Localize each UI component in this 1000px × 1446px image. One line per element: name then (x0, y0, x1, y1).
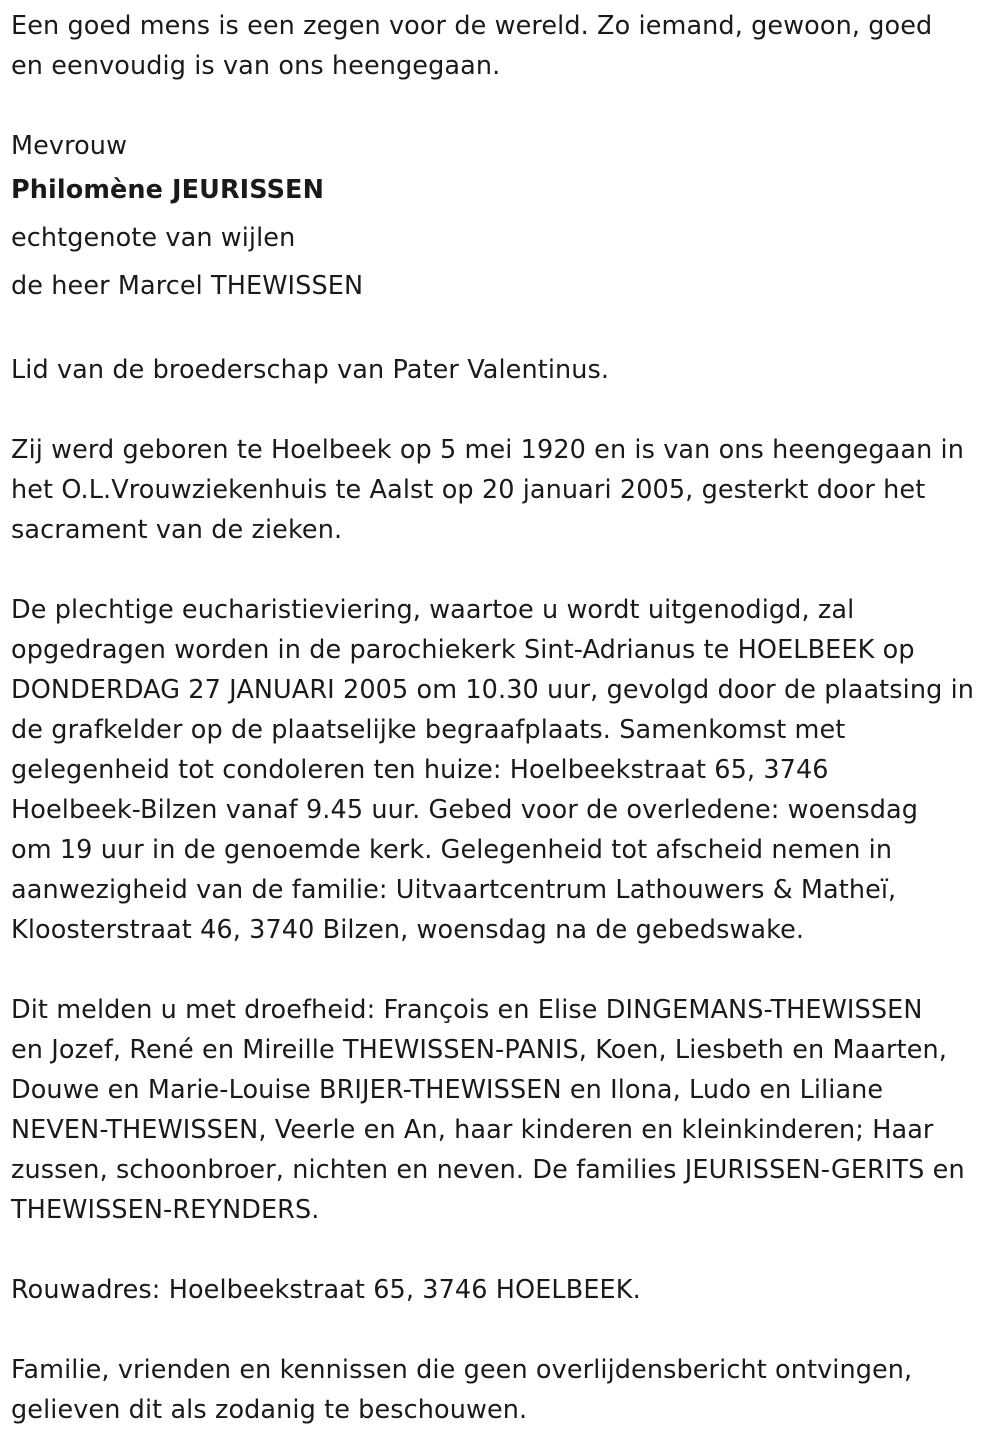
membership-paragraph (11, 350, 993, 390)
paragraph-spacer (11, 1230, 993, 1270)
family-line: NEVEN-THEWISSEN, Veerle en An, haar kinderen en kleinkinderen; Haar (11, 1115, 934, 1145)
ceremony-line: aanwezigheid van de familie: Uitvaartcentrum Lathouwers & Matheï, (11, 875, 897, 905)
paragraph-spacer (11, 950, 993, 990)
paragraph-spacer (11, 310, 993, 350)
address-paragraph (11, 1270, 993, 1310)
intro-line: en eenvoudig is van ons heengegaan. (11, 51, 501, 81)
intro-paragraph (11, 6, 993, 86)
deceased-title: Mevrouw (11, 131, 128, 161)
paragraph-spacer (11, 550, 993, 590)
paragraph-spacer (11, 86, 993, 126)
family-line: Douwe en Marie-Louise BRIJER-THEWISSEN en Ilona, Ludo en Liliane (11, 1075, 884, 1105)
address-line: Rouwadres: Hoelbeekstraat 65, 3746 HOELBEEK. (11, 1275, 641, 1305)
closing-line: Familie, vrienden en kennissen die geen overlijdensbericht ontvingen, (11, 1355, 913, 1385)
family-line: zussen, schoonbroer, nichten en neven. De families JEURISSEN-GERITS en (11, 1155, 965, 1185)
birth-death-paragraph (11, 430, 993, 550)
deceased-block (11, 126, 993, 310)
ceremony-line: Kloosterstraat 46, 3740 Bilzen, woensdag na de gebedswake. (11, 915, 805, 945)
birth-death-line: het O.L.Vrouwziekenhuis te Aalst op 20 januari 2005, gesterkt door het (11, 475, 926, 505)
ceremony-line: om 19 uur in de genoemde kerk. Gelegenheid tot afscheid nemen in (11, 835, 893, 865)
family-line: THEWISSEN-REYNDERS. (11, 1195, 320, 1225)
ceremony-line: opgedragen worden in de parochiekerk Sint-Adrianus te HOELBEEK op (11, 635, 915, 665)
deceased-relation: echtgenote van wijlen (11, 223, 296, 253)
intro-line: Een goed mens is een zegen voor de wereld. Zo iemand, gewoon, goed (11, 11, 933, 41)
paragraph-spacer (11, 390, 993, 430)
paragraph-spacer (11, 1310, 993, 1350)
ceremony-line: Hoelbeek-Bilzen vanaf 9.45 uur. Gebed voor de overledene: woensdag (11, 795, 919, 825)
obituary-document (11, 6, 993, 1430)
deceased-name: Philomène JEURISSEN (11, 175, 325, 205)
family-paragraph (11, 990, 993, 1230)
ceremony-line: de grafkelder op de plaatselijke begraafplaats. Samenkomst met (11, 715, 846, 745)
membership-line: Lid van de broederschap van Pater Valentinus. (11, 355, 610, 385)
family-line: en Jozef, René en Mireille THEWISSEN-PANIS, Koen, Liesbeth en Maarten, (11, 1035, 947, 1065)
closing-line: gelieven dit als zodanig te beschouwen. (11, 1395, 528, 1425)
ceremony-line: DONDERDAG 27 JANUARI 2005 om 10.30 uur, gevolgd door de plaatsing in (11, 675, 975, 705)
birth-death-line: sacrament van de zieken. (11, 515, 343, 545)
closing-paragraph (11, 1350, 993, 1430)
ceremony-line: De plechtige eucharistieviering, waartoe u wordt uitgenodigd, zal (11, 595, 855, 625)
ceremony-line: gelegenheid tot condoleren ten huize: Hoelbeekstraat 65, 3746 (11, 755, 829, 785)
deceased-spouse: de heer Marcel THEWISSEN (11, 271, 364, 301)
ceremony-paragraph (11, 590, 993, 950)
birth-death-line: Zij werd geboren te Hoelbeek op 5 mei 1920 en is van ons heengegaan in (11, 435, 964, 465)
family-line: Dit melden u met droefheid: François en Elise DINGEMANS-THEWISSEN (11, 995, 923, 1025)
